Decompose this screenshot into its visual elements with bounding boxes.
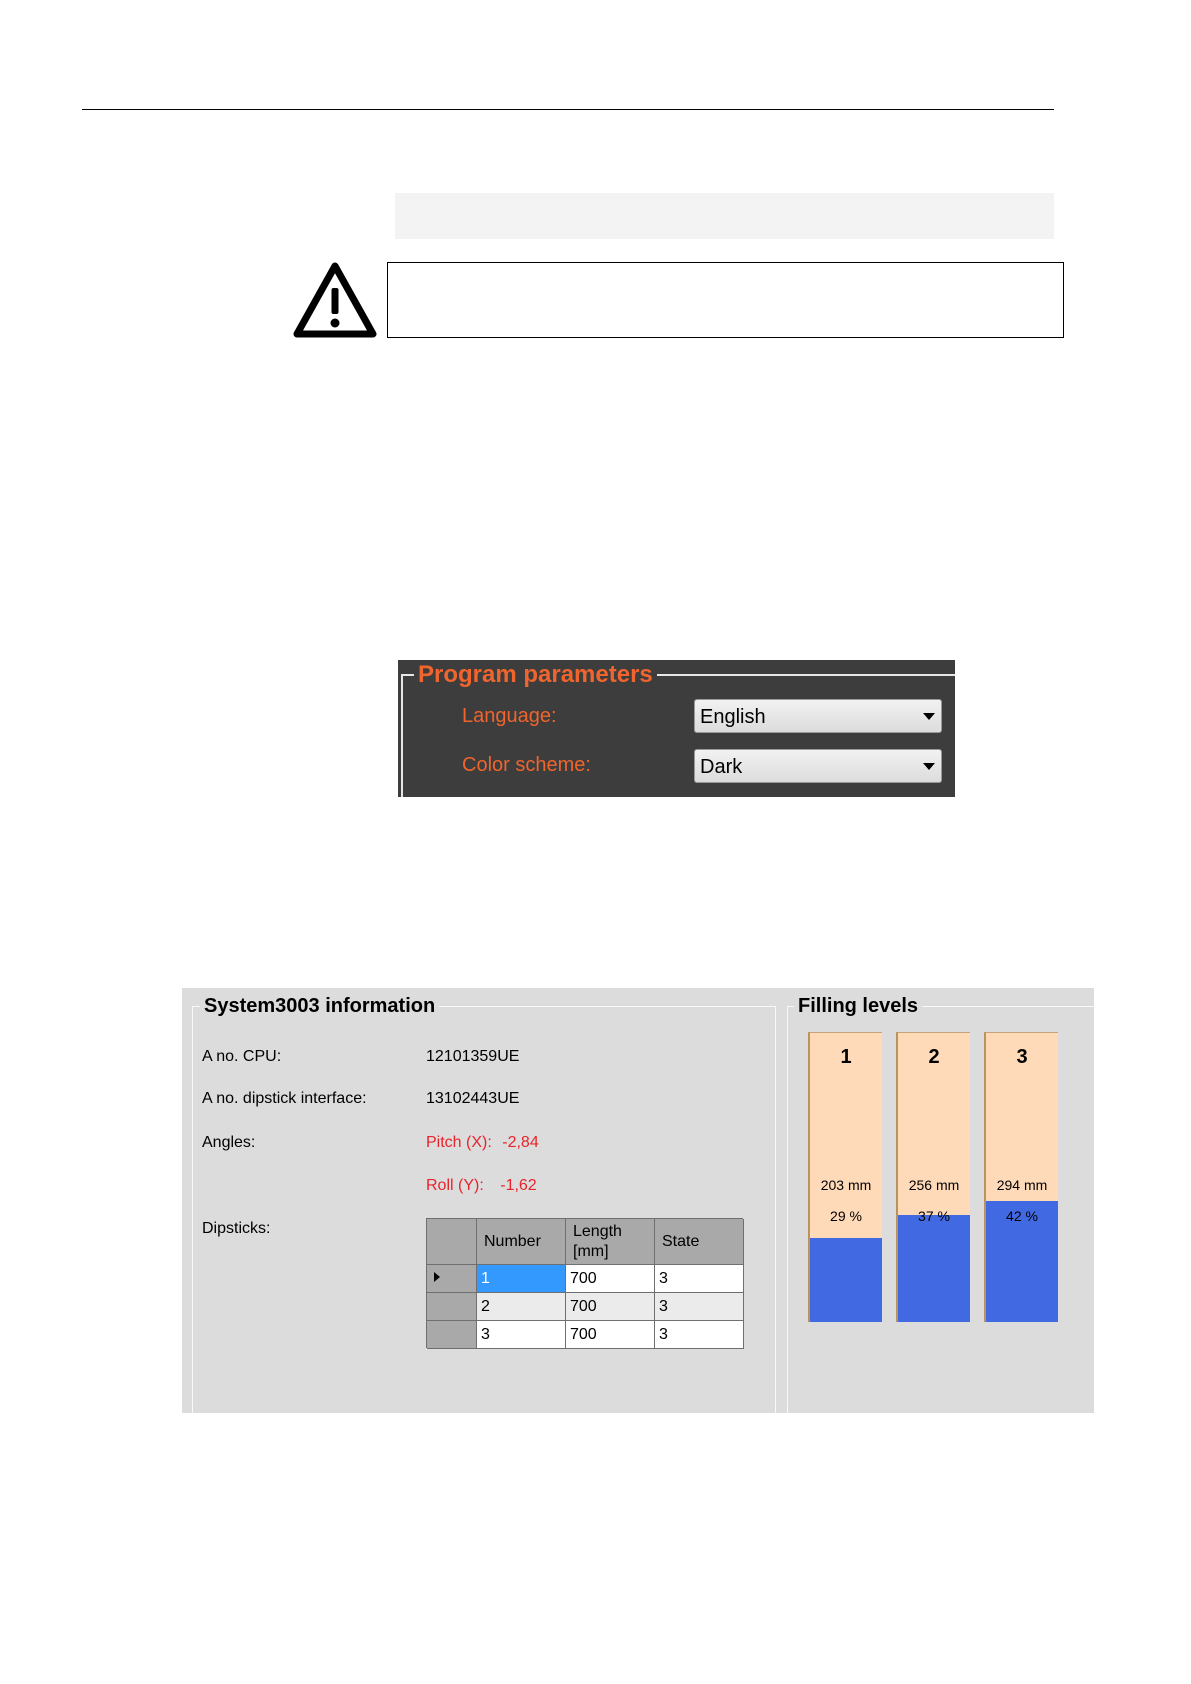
program-parameters-title: Program parameters (414, 661, 657, 689)
dipsticks-table (426, 1218, 743, 1348)
roll-value: -1,62 (500, 1177, 537, 1194)
pitch-value: -2,84 (502, 1134, 539, 1151)
system-info-panel (182, 988, 1094, 1413)
chevron-down-icon (923, 763, 935, 770)
header-state[interactable]: State (655, 1219, 744, 1265)
filling-levels-title: Filling levels (794, 994, 922, 1018)
row-header[interactable] (427, 1265, 477, 1293)
tank-1 (808, 1032, 882, 1322)
language-value: English (700, 706, 766, 728)
tank-number: 1 (840, 1046, 852, 1068)
tank-2 (896, 1032, 970, 1322)
system-info-frame (192, 1006, 776, 1413)
color-scheme-label: Color scheme: (462, 754, 591, 776)
tank-level-mm: 203 mm (820, 1177, 872, 1193)
tank-fill (810, 1238, 882, 1322)
tank-level-percent: 42 % (1006, 1208, 1038, 1224)
color-scheme-value: Dark (700, 756, 743, 778)
dipstick-interface-label: A no. dipstick interface: (202, 1090, 367, 1107)
table-corner (427, 1219, 477, 1265)
tank-number: 3 (1016, 1046, 1028, 1068)
row-header[interactable] (427, 1293, 477, 1321)
program-parameters-panel (398, 660, 955, 797)
cpu-value: 12101359UE (426, 1048, 520, 1065)
table-cell-length[interactable]: 700 (566, 1293, 655, 1321)
tank-number: 2 (928, 1046, 940, 1068)
header-length-line1: Length (573, 1223, 622, 1240)
pitch-label: Pitch (X): (426, 1134, 492, 1151)
table-cell-number[interactable]: 2 (477, 1293, 566, 1321)
cpu-label: A no. CPU: (202, 1048, 282, 1065)
dipsticks-label: Dipsticks: (202, 1220, 271, 1237)
row-pointer-icon (434, 1272, 440, 1282)
tank-level-percent: 29 % (830, 1208, 862, 1224)
tank-level-mm: 256 mm (908, 1177, 960, 1193)
chevron-down-icon (923, 713, 935, 720)
color-scheme-select[interactable] (694, 749, 942, 783)
roll-readout (426, 1176, 537, 1196)
table-cell-number[interactable]: 3 (477, 1321, 566, 1349)
warning-box (387, 262, 1064, 338)
table-cell-length[interactable]: 700 (566, 1265, 655, 1293)
table-cell-state[interactable]: 3 (655, 1293, 744, 1321)
tank-fill (898, 1215, 970, 1322)
language-select[interactable] (694, 699, 942, 733)
system-info-title: System3003 information (200, 994, 439, 1018)
table-cell-state[interactable]: 3 (655, 1321, 744, 1349)
roll-label: Roll (Y): (426, 1177, 484, 1194)
tank-level-percent: 37 % (918, 1208, 950, 1224)
tank-3 (984, 1032, 1058, 1322)
warning-triangle-icon (293, 262, 377, 338)
heading-band (395, 193, 1054, 239)
dipstick-interface-value: 13102443UE (426, 1090, 520, 1107)
language-label: Language: (462, 705, 557, 727)
header-length[interactable] (566, 1219, 655, 1265)
pitch-readout (426, 1133, 539, 1153)
table-cell-length[interactable]: 700 (566, 1321, 655, 1349)
table-cell-state[interactable]: 3 (655, 1265, 744, 1293)
row-header[interactable] (427, 1321, 477, 1349)
tank-level-mm: 294 mm (996, 1177, 1048, 1193)
angles-label: Angles: (202, 1134, 256, 1151)
header-rule (82, 109, 1054, 110)
header-number[interactable]: Number (477, 1219, 566, 1265)
header-length-line2: [mm] (573, 1243, 609, 1260)
table-cell-number[interactable]: 1 (477, 1265, 566, 1293)
